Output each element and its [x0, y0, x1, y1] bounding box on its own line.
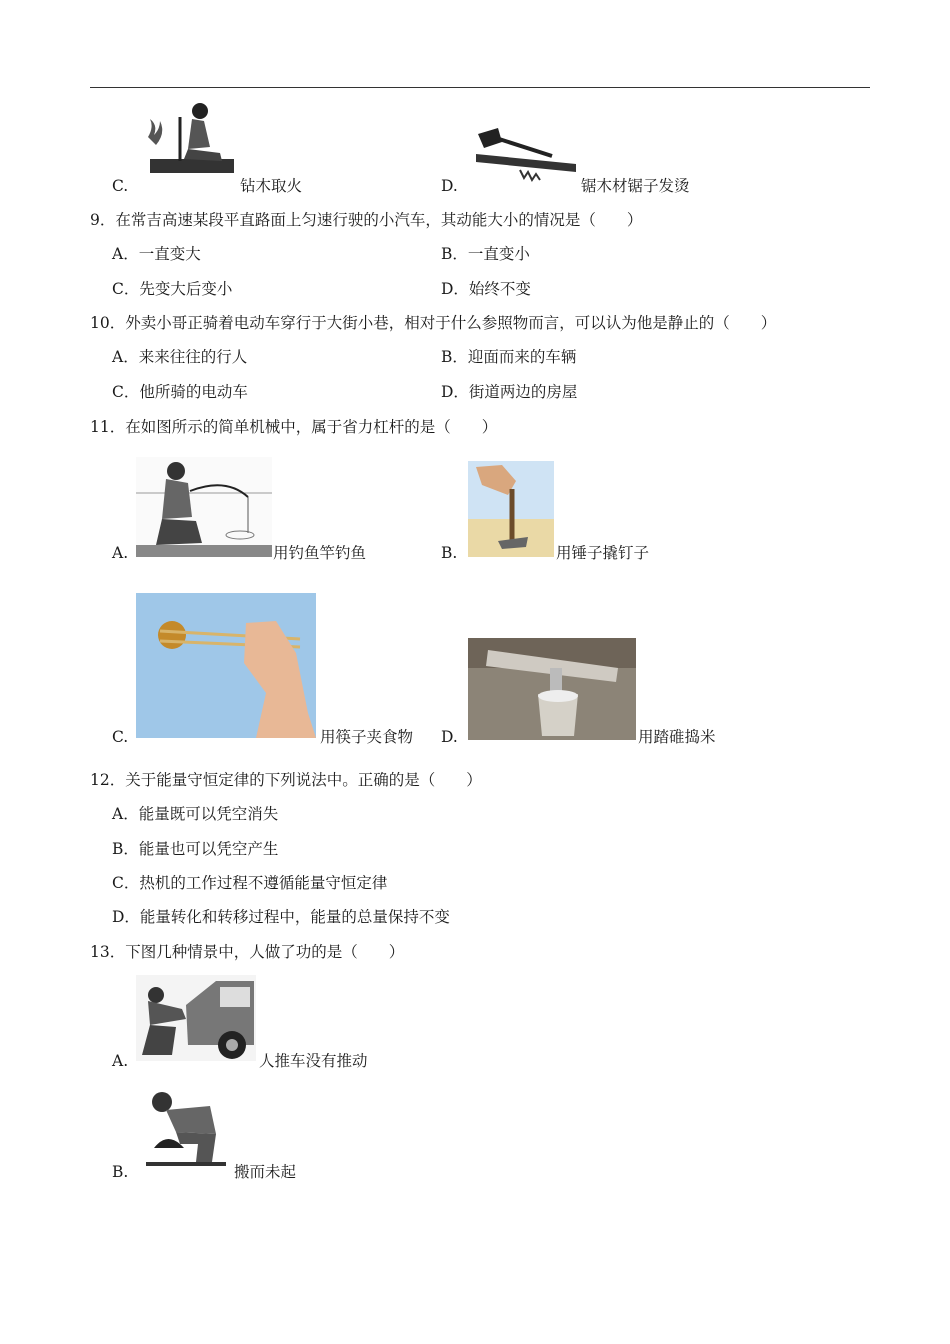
q13-option-a-letter: A. — [112, 1052, 129, 1070]
saw-wood-image — [472, 124, 578, 184]
q8-option-d-letter: D. — [441, 177, 458, 195]
q11-option-a-caption: 用钓鱼竿钓鱼 — [273, 544, 367, 562]
q8-option-c-letter: C. — [112, 177, 129, 195]
hammer-nail-image — [468, 461, 554, 557]
q10-option-b: B．迎面而来的车辆 — [441, 348, 577, 366]
lift-object-image — [140, 1088, 230, 1170]
q10-option-d: D．街道两边的房屋 — [441, 383, 578, 401]
q9-option-c: C．先变大后变小 — [112, 280, 233, 298]
q11-option-d-caption: 用踏碓捣米 — [638, 728, 716, 746]
q9-stem: 9．在常吉高速某段平直路面上匀速行驶的小汽车，其动能大小的情况是（ ） — [90, 211, 643, 229]
q10-stem: 10．外卖小哥正骑着电动车穿行于大街小巷，相对于什么参照物而言，可以认为他是静止的（ ） — [90, 314, 777, 332]
q11-option-c-caption: 用筷子夹食物 — [320, 728, 414, 746]
q13-option-b-caption: 搬而未起 — [234, 1163, 297, 1181]
q11-option-a-letter: A. — [112, 544, 129, 562]
q11-option-c-letter: C. — [112, 728, 129, 746]
q10-option-c: C．他所骑的电动车 — [112, 383, 248, 401]
q12-stem: 12．关于能量守恒定律的下列说法中。正确的是（ ） — [90, 771, 482, 789]
q13-stem: 13．下图几种情景中，人做了功的是（ ） — [90, 943, 405, 961]
q9-option-b: B．一直变小 — [441, 245, 530, 263]
q11-option-b-caption: 用锤子撬钉子 — [556, 544, 650, 562]
q11-stem: 11．在如图所示的简单机械中，属于省力杠杆的是（ ） — [90, 418, 498, 436]
pestle-rice-image — [468, 638, 636, 740]
q12-option-a: A．能量既可以凭空消失 — [112, 805, 279, 823]
q13-option-b-letter: B. — [112, 1163, 129, 1181]
q13-option-a-caption: 人推车没有推动 — [259, 1052, 368, 1070]
q8-option-c-caption: 钻木取火 — [240, 177, 303, 195]
q8-option-d-caption: 锯木材锯子发烫 — [581, 177, 690, 195]
drill-fire-image — [140, 97, 236, 179]
q9-option-a: A．一直变大 — [112, 245, 201, 263]
push-car-image — [136, 975, 256, 1061]
chopsticks-image — [136, 593, 316, 738]
header-rule — [90, 87, 870, 88]
q12-option-b: B．能量也可以凭空产生 — [112, 840, 279, 858]
fishing-rod-image — [136, 457, 272, 557]
q12-option-c: C．热机的工作过程不遵循能量守恒定律 — [112, 874, 388, 892]
q9-option-d: D．始终不变 — [441, 280, 531, 298]
q11-option-d-letter: D. — [441, 728, 458, 746]
q11-option-b-letter: B. — [441, 544, 458, 562]
q10-option-a: A．来来往往的行人 — [112, 348, 248, 366]
q12-option-d: D．能量转化和转移过程中，能量的总量保持不变 — [112, 908, 450, 926]
